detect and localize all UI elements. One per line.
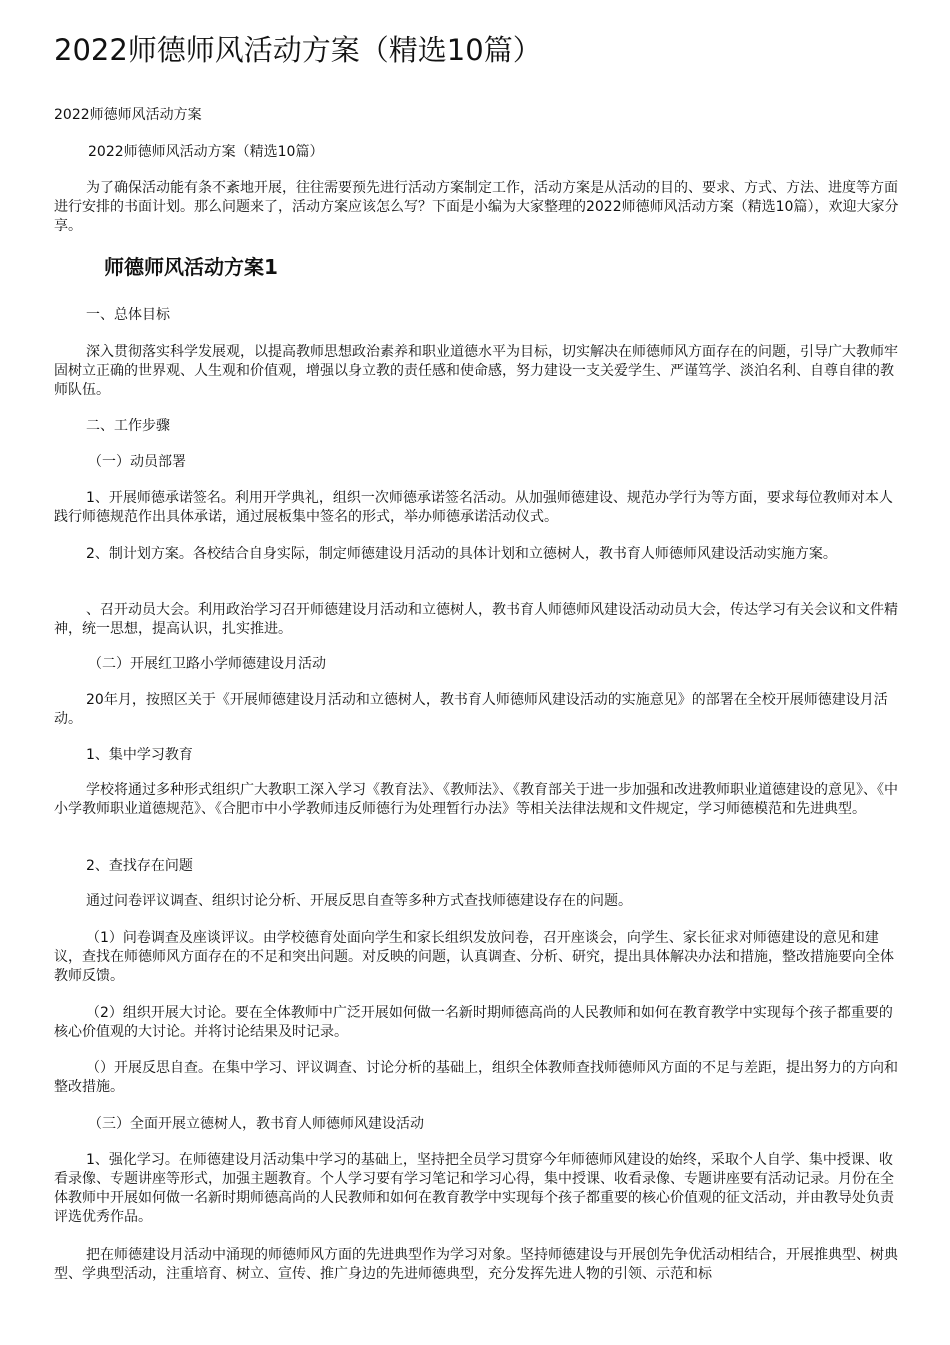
goal-heading: 一、总体目标 [86, 307, 170, 323]
step3-paragraph-1: 1、强化学习。在师德建设月活动集中学习的基础上，坚持把全员学习贯穿今年师德师风建设的始终，采取个人自学、集中授课、收看录像、专题讲座等形式，加强主题教育。个人学习要有学习笔记和学习心得，集中授课、收看录像、专题讲座要有活动记录。月份在全体教师中开展如何做一名新时期师德高尚的人民教师和如何在教育教学中实现每个孩子都重要的核心价值观的征文活动，并由教导处负责评选优秀作品。 [54, 1152, 894, 1225]
step2-item-3: （）开展反思自查。在集中学习、评议调查、讨论分析的基础上，组织全体教师查找师德师风方面的不足与差距，提出努力的方向和整改措施。 [54, 1060, 898, 1095]
step2-item-1: （1）问卷调查及座谈评议。由学校德育处面向学生和家长组织发放问卷，召开座谈会，向学生、家长征求对师德建设的意见和建议，查找在师德师风方面存在的不足和突出问题。对反映的问题，认真调查、分析、研究，提出具体解决办法和措施，整改措施要向全体教师反馈。 [54, 930, 894, 984]
step2-intro: 20年月，按照区关于《开展师德建设月活动和立德树人，教书育人师德师风建设活动的实施意见》的部署在全校开展师德建设月活动。 [54, 692, 888, 727]
step2-item-2: （2）组织开展大讨论。要在全体教师中广泛开展如何做一名新时期师德高尚的人民教师和如何在教育教学中实现每个孩子都重要的核心价值观的大讨论。并将讨论结果及时记录。 [54, 1005, 893, 1040]
step2-sub2-paragraph: 通过问卷评议调查、组织讨论分析、开展反思自查等多种方式查找师德建设存在的问题。 [86, 893, 632, 909]
intro-paragraph: 为了确保活动能有条不紊地开展，往往需要预先进行活动方案制定工作，活动方案是从活动的目的、要求、方式、方法、进度等方面进行安排的书面计划。那么问题来了，活动方案应该怎么写？下面是小编为大家整理的2022师德师风活动方案（精选10篇），欢迎大家分享。 [54, 180, 899, 234]
goal-paragraph: 深入贯彻落实科学发展观，以提高教师思想政治素养和职业道德水平为目标，切实解决在师德师风方面存在的问题，引导广大教师牢固树立正确的世界观、人生观和价值观，增强以身立教的责任感和使命感，努力建设一支关爱学生、严谨笃学、淡泊名利、自尊自律的教师队伍。 [54, 344, 898, 398]
step3-paragraph-2: 把在师德建设月活动中涌现的师德师风方面的先进典型作为学习对象。坚持师德建设与开展创先争优活动相结合，开展推典型、树典型、学典型活动，注重培育、树立、宣传、推广身边的先进师德典型，充分发挥先进人物的引领、示范和标 [54, 1247, 898, 1282]
step1-paragraph-1: 1、开展师德承诺签名。利用开学典礼，组织一次师德承诺签名活动。从加强师德建设、规范办学行为等方面，要求每位教师对本人践行师德规范作出具体承诺，通过展板集中签名的形式，举办师德承诺活动仪式。 [54, 490, 893, 525]
step1-paragraph-3: 、召开动员大会。利用政治学习召开师德建设月活动和立德树人，教书育人师德师风建设活动动员大会，传达学习有关会议和文件精神，统一思想，提高认识，扎实推进。 [54, 602, 898, 637]
step1-heading: （一）动员部署 [88, 454, 186, 470]
step2-heading: （二）开展红卫路小学师德建设月活动 [88, 656, 326, 672]
document-subtitle: 2022师德师风活动方案 [54, 107, 202, 123]
steps-heading: 二、工作步骤 [86, 418, 170, 434]
step3-heading: （三）全面开展立德树人，教书育人师德师风建设活动 [88, 1116, 424, 1132]
document-title: 2022师德师风活动方案（精选10篇） [54, 33, 542, 67]
section-1-heading: 师德师风活动方案1 [104, 255, 278, 279]
step2-sub2-heading: 2、查找存在问题 [86, 858, 193, 874]
step2-sub1-heading: 1、集中学习教育 [86, 747, 193, 763]
document-subtitle-full: 2022师德师风活动方案（精选10篇） [88, 144, 324, 160]
step2-sub1-paragraph: 学校将通过多种形式组织广大教职工深入学习《教育法》、《教师法》、《教育部关于进一步加强和改进教师职业道德建设的意见》、《中小学教师职业道德规范》、《合肥市中小学教师违反师德行为处理暂行办法》等相关法律法规和文件规定，学习师德模范和先进典型。 [54, 782, 898, 817]
step1-paragraph-2: 2、制计划方案。各校结合自身实际，制定师德建设月活动的具体计划和立德树人，教书育人师德师风建设活动实施方案。 [86, 546, 837, 562]
